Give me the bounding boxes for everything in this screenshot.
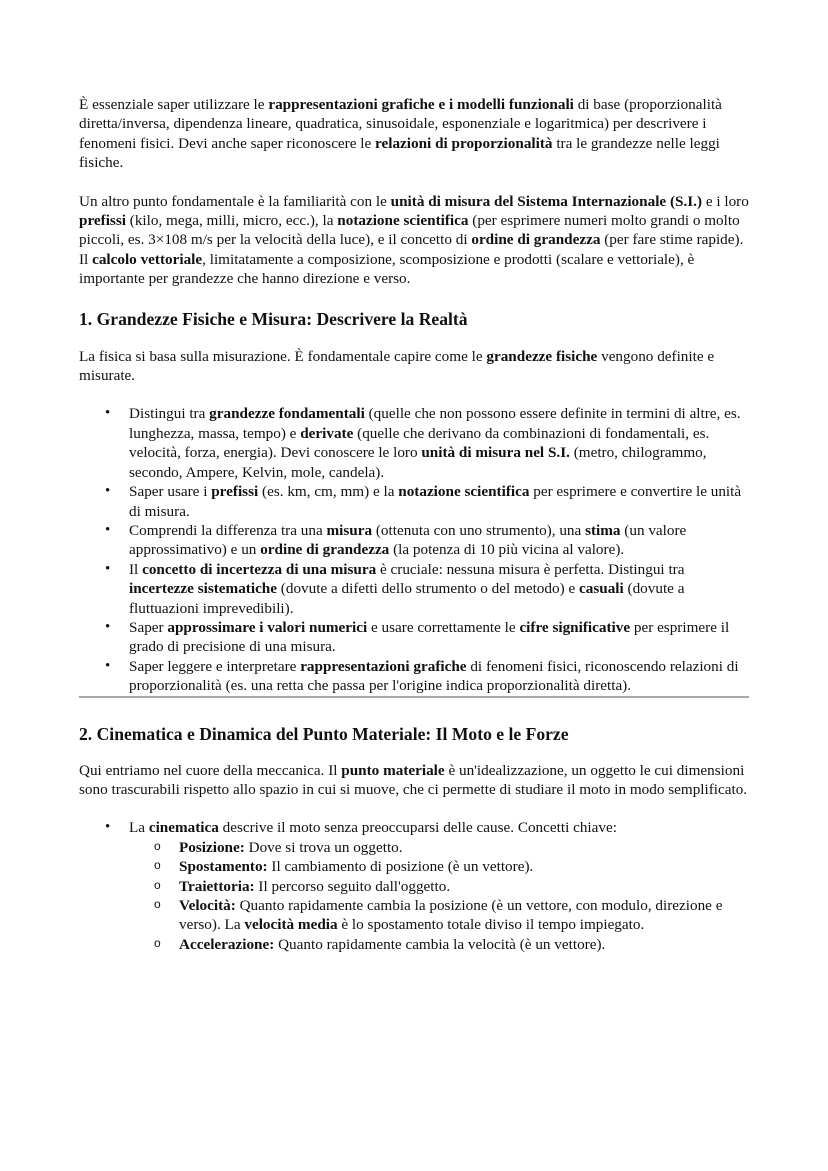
list-item [79,818,751,954]
horizontal-divider [79,696,749,698]
section-1-intro: La fisica si basa sulla misurazione. È fondamentale capire come le grandezze fisiche vengono definite e misurate. [79,347,715,385]
intro-paragraph-2: Un altro punto fondamentale è la familiarità con le unità di misura del Sistema Internazionale (S.I.) e i loro prefissi (kilo, mega, milli, micro, ecc.), la notazione scientifica (per esprimere numeri molto grandi o molto piccoli, es. 3×108 m/s per la velocità della luce), e il concetto di ordine di grandezza (per fare stime rapide). Il calcolo vettoriale, limitatamente a composizione, scomposizione e prodotti (scalare e vettoriale), è importante per grandezze che hanno direzione e verso. [79,192,749,288]
sub-list-item: o Spostamento: Il cambiamento di posizione (è un vettore). [129,857,751,876]
section-2-heading: 2. Cinematica e Dinamica del Punto Materiale: Il Moto e le Forze [79,723,569,744]
list-item: • Saper leggere e interpretare rappresentazioni grafiche di fenomeni fisici, riconoscendo relazioni di proporzionalità (es. una retta che passa per l'origine indica proporzionalità diretta). [79,657,751,696]
cinematica-bullet-text: La cinematica descrive il moto senza preoccuparsi delle cause. Concetti chiave: [129,819,617,837]
sub-list-item: o Accelerazione: Quanto rapidamente cambia la velocità (è un vettore). [129,935,751,954]
list-item: • Saper approssimare i valori numerici e usare correttamente le cifre significative per esprimere il grado di precisione di una misura. [79,618,751,657]
sub-list-item: o Traiettoria: Il percorso seguito dall'oggetto. [129,877,751,896]
section-2-intro: Qui entriamo nel cuore della meccanica. Il punto materiale è un'idealizzazione, un oggetto le cui dimensioni sono trascurabili rispetto allo spazio in cui si muove, che ci permette di studiare il moto in modo semplificato. [79,761,748,798]
section-2-bullet-list [79,818,751,954]
sub-list-item: o Velocità: Quanto rapidamente cambia la posizione (è un vettore, con modulo, direzione e verso). La velocità media è lo spostamento totale diviso il tempo impiegato. [129,896,751,935]
sub-list-item: o Posizione: Dove si trova un oggetto. [129,838,751,857]
intro-paragraph-1: È essenziale saper utilizzare le rappresentazioni grafiche e i modelli funzionali di base (proporzionalità diretta/inversa, dipendenza lineare, quadratica, sinusoidale, esponenziale e logaritmica) per descrivere i fenomeni fisici. Devi anche saper riconoscere le relazioni di proporzionalità tra le grandezze nelle leggi fisiche. [79,96,722,172]
document-page [79,95,751,954]
cinematica-subitem-list [129,838,751,954]
section-1-bullet-list [79,404,751,695]
list-item: • Distingui tra grandezze fondamentali (quelle che non possono essere definite in termini di altre, es. lunghezza, massa, tempo) e derivate (quelle che derivano da combinazioni di fondamentali, es. velocità, forza, energia). Devi conoscere le loro unità di misura nel S.I. (metro, chilogrammo, secondo, Ampere, Kelvin, mole, candela). [79,404,751,482]
list-item: • Il concetto di incertezza di una misura è cruciale: nessuna misura è perfetta. Distingui tra incertezze sistematiche (dovute a difetti dello strumento o del metodo) e casuali (dovute a fluttuazioni imprevedibili). [79,560,751,618]
section-1-heading: 1. Grandezze Fisiche e Misura: Descrivere la Realtà [79,308,468,329]
list-item: • Comprendi la differenza tra una misura (ottenuta con uno strumento), una stima (un valore approssimativo) e un ordine di grandezza (la potenza di 10 più vicina al valore). [79,521,751,560]
list-item: • Saper usare i prefissi (es. km, cm, mm) e la notazione scientifica per esprimere e convertire le unità di misura. [79,482,751,521]
